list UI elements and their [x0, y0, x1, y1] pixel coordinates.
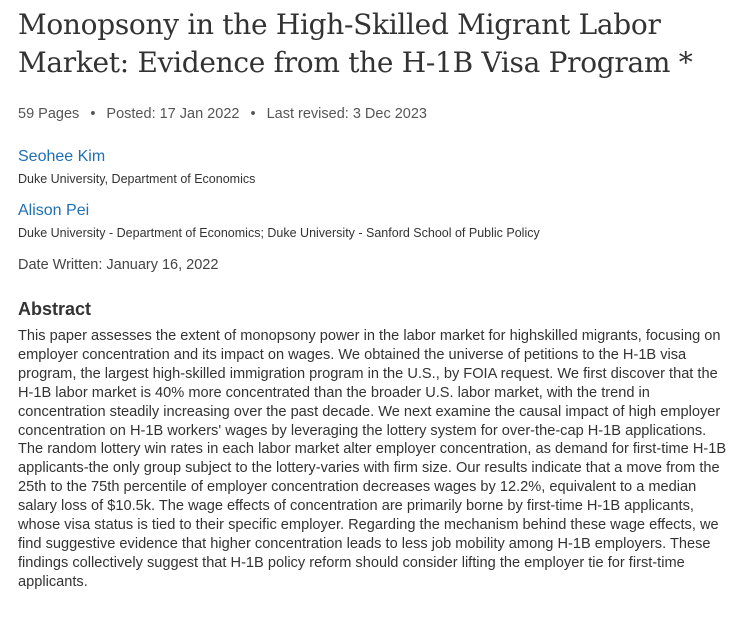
author-affiliation: Duke University - Department of Economics; Duke University - Sanford School of Public Policy — [18, 226, 540, 240]
posted-date: Posted: 17 Jan 2022 — [106, 106, 240, 122]
abstract-heading: Abstract — [18, 299, 92, 319]
author-affiliation: Duke University, Department of Economics — [18, 172, 256, 186]
revised-date: Last revised: 3 Dec 2023 — [266, 106, 427, 122]
paper-title: Monopsony in the High-Skilled Migrant Labor Market: Evidence from the H-1B Visa Program * — [18, 8, 693, 79]
author-link[interactable]: Alison Pei — [18, 202, 90, 219]
author-link[interactable]: Seohee Kim — [18, 148, 106, 165]
page-count: 59 Pages — [18, 106, 80, 122]
meta-separator: • — [90, 106, 96, 122]
author-block — [18, 202, 729, 240]
meta-separator: • — [250, 106, 256, 122]
paper-meta — [18, 106, 729, 122]
abstract-text: This paper assesses the extent of monopsony power in the labor market for highskilled migrants, focusing on employer concentration and its impact on wages. We obtained the universe of petitions to the H-1B visa program, the largest high-skilled immigration program in the U.S., by FOIA request. We first discover that the H-1B labor market is 40% more concentrated than the broader U.S. labor market, with the trend in concentration steadily increasing over the past decade. We next examine the causal impact of high employer concentration on H-1B workers' wages by leveraging the lottery system for over-the-cap H-1B applications. The random lottery win rates in each labor market alter employer concentration, as demand for first-time H-1B applicants-the only group subject to the lottery-varies with firm size. Our results indicate that a move from the 25th to the 75th percentile of employer concentration decreases wages by 12.2%, equivalent to a median salary loss of $10.5k. The wage effects of concentration are primarily borne by first-time H-1B applicants, whose visa status is tied to their specific employer. Regarding the mechanism behind these wage effects, we find suggestive evidence that higher concentration leads to less job mobility among H-1B employers. These findings collectively suggest that H-1B policy reform should consider lifting the employer tie for first-time applicants. — [18, 328, 727, 590]
date-written: Date Written: January 16, 2022 — [18, 257, 219, 273]
author-block — [18, 148, 729, 186]
